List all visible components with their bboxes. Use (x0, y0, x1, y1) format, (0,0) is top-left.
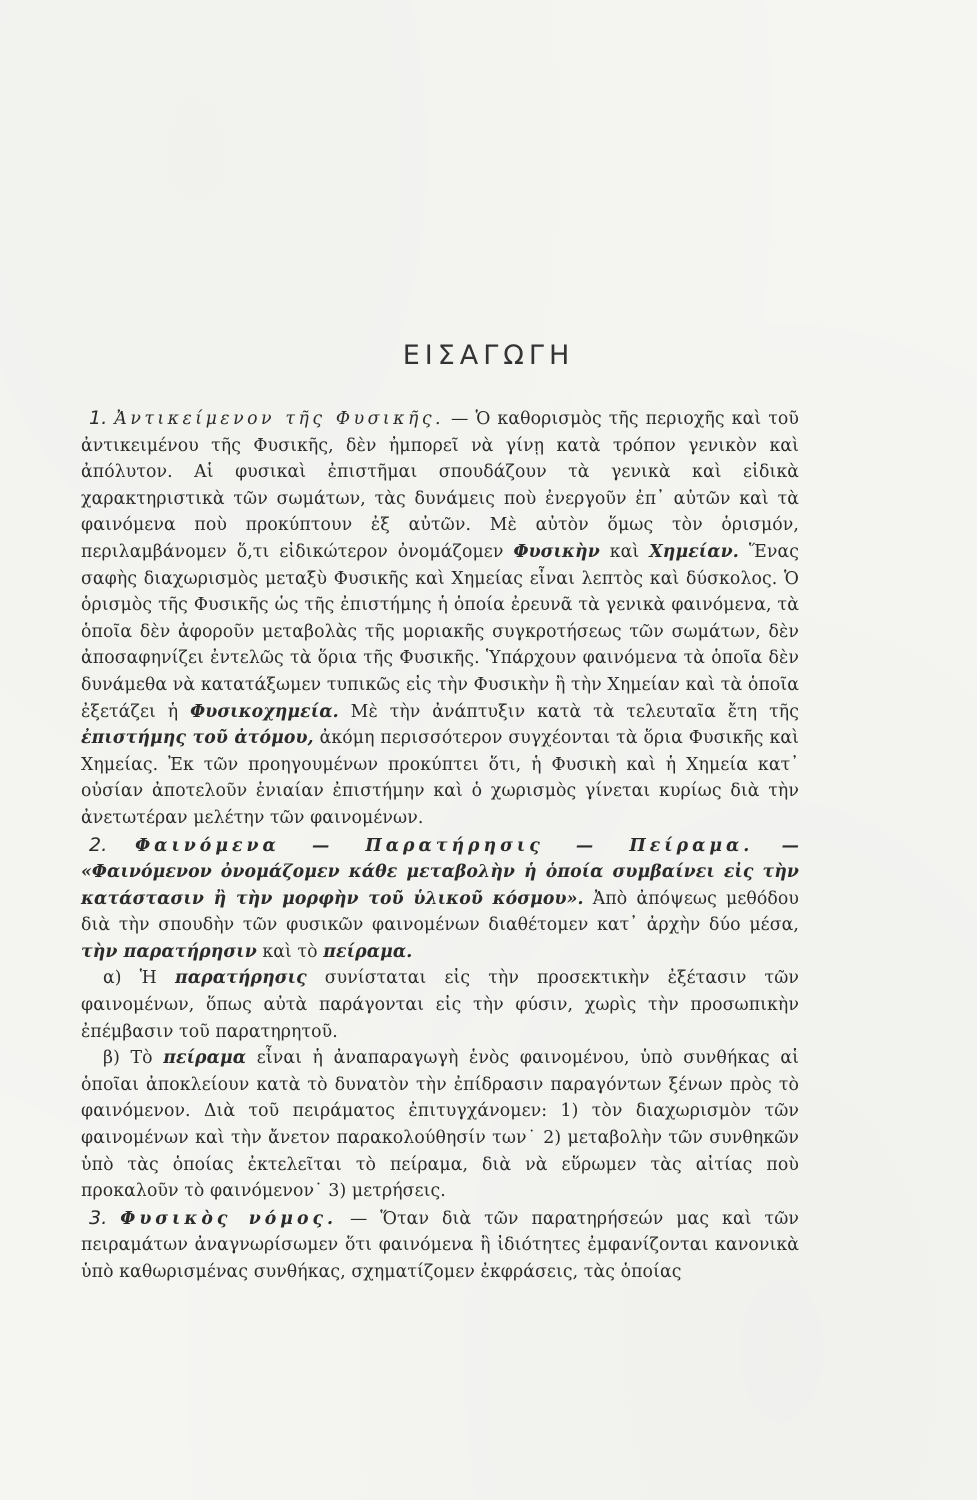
paragraph-section-2 (81, 832, 799, 966)
paragraph-text: καὶ τὸ (256, 941, 324, 962)
paragraph-text: καὶ (599, 541, 650, 562)
paragraph-section-1 (81, 405, 799, 832)
item-label: α) Ἡ (103, 968, 175, 989)
paragraph-text: Μὲ τὴν ἀνάπτυξιν κατὰ τὰ τελευταῖα ἔτη τῆς (338, 701, 800, 722)
item-label: β) Τὸ (103, 1048, 164, 1069)
section-number: 1. (89, 407, 108, 429)
term-emphasis: πείραμα. (323, 941, 413, 962)
page-title: ΕΙΣΑΓΩΓΗ (402, 340, 575, 371)
paragraph-text: Ἕνας σαφὴς διαχωρισμὸς μεταξὺ Φυσικῆς καὶ Χημείας εἶναι λεπτὸς καὶ δύσκολος. Ὁ ὁρισμὸς τῆς Φυσικῆς ὡς τῆς ἐπιστήμης ἡ ὁποία ἐρευνᾶ τὰ γενικὰ φαινόμενα, τὰ ὁποῖα δὲν ἀφοροῦν μεταβολὰς τῆς μοριακῆς συγκροτήσεως τῶν σωμάτων, δὲν ἀποσαφηνίζει ἐντελῶς τὰ ὅρια τῆς Φυσικῆς. Ὑπάρχουν φαινόμενα τὰ ὁποῖα δὲν δυνάμεθα νὰ κατατάξωμεν τυπικῶς εἰς τὴν Φυσικὴν ἢ τὴν Χημείαν καὶ τὰ ὁποῖα ἐξετάζει ἡ (81, 541, 799, 722)
section-number: 3. (89, 1206, 108, 1229)
term-emphasis: τὴν παρατήρησιν (81, 941, 257, 962)
term-emphasis: πείραμα (163, 1048, 247, 1069)
paragraph-text: εἶναι ἡ ἀναπαραγωγὴ ἑνὸς φαινομένου, ὑπὸ συνθήκας αἱ ὁποῖαι ἀποκλείουν κατὰ τὸ δυνατὸν τὴν ἐπίδρασιν παραγόντων ξένων πρὸς τὸ φαινόμενον. Διὰ τοῦ πειράματος ἐπιτυγχάνομεν: 1) τὸν διαχωρισμὸν τῶν φαινομένων καὶ τὴν ἄνετον παρακολούθησίν των˙ 2) μεταβολὴν τῶν συνθηκῶν ὑπὸ τὰς ὁποίας ἐκτελεῖται τὸ πείραμα, διὰ νὰ εὕρωμεν τὰς αἰτίας ποὺ προκαλοῦν τὸ φαινόμενον˙ 3) μετρήσεις. (81, 1048, 800, 1202)
section-heading: Φαινόμενα — Παρατήρησις — Πείραμα. (135, 835, 754, 856)
paragraph-text: συνίσταται εἰς τὴν προσεκτικὴν ἐξέτασιν τῶν φαινομένων, ὅπως αὐτὰ παράγονται εἰς τὴν φύσιν, χωρὶς τὴν προσωπικὴν ἐπέμβασιν τοῦ παρατηρητοῦ. (81, 968, 799, 1042)
term-emphasis: παρατήρησις (174, 968, 307, 989)
term-emphasis: ἐπιστήμης τοῦ ἀτόμου, (81, 728, 314, 749)
section-heading: Φυσικὸς νόμος. (120, 1208, 338, 1229)
term-emphasis: Χημείαν. (649, 541, 739, 562)
section-heading: Ἀντικείμενον τῆς Φυσικῆς. (114, 409, 445, 429)
paragraph-section-3 (81, 1205, 799, 1286)
heading-dash: — (753, 835, 799, 856)
section-number: 2. (89, 833, 108, 856)
paragraph-text: Ἀπὸ ἀπόψεως μεθόδου διὰ τὴν σπουδὴν τῶν φυσικῶν φαινομένων διαθέτομεν κατ᾿ ἀρχὴν δύο μέσα, (81, 888, 800, 936)
paragraph-text: — Ὅταν διὰ τῶν παρατηρήσεών μας καὶ τῶν πειραμάτων ἀναγνωρίσωμεν ὅτι φαινόμενα ἢ ἰδιότητες ἐμφανίζονται κανονικὰ ὑπὸ καθωρισμένας συνθήκας, σχηματίζομεν ἐκφράσεις, τὰς ὁποίας (81, 1208, 799, 1282)
term-emphasis: Φυσικοχημεία. (190, 701, 339, 722)
paragraph-observation (81, 965, 799, 1045)
term-emphasis: Φυσικὴν (513, 541, 600, 562)
paragraph-text: — Ὁ καθορισμὸς τῆς περιοχῆς καὶ τοῦ ἀντικειμένου τῆς Φυσικῆς, δὲν ἠμπορεῖ νὰ γίνῃ κατὰ τρόπον γενικὸν καὶ ἀπόλυτον. Αἱ φυσικαὶ ἐπιστῆμαι σπουδάζουν τὰ γενικὰ καὶ εἰδικὰ χαρακτηριστικὰ τῶν σωμάτων, τὰς δυνάμεις ποὺ ἐνεργοῦν ἐπ᾿ αὐτῶν καὶ τὰ φαινόμενα ποὺ προκύπτουν ἐξ αὐτῶν. Μὲ αὐτὸν ὅμως τὸν ὁρισμόν, περιλαμβάνομεν ὅ,τι εἰδικώτερον ὀνομάζομεν (81, 409, 799, 562)
paragraph-text: ἀκόμη περισσότερον συγχέονται τὰ ὅρια Φυσικῆς καὶ Χημείας. Ἐκ τῶν προηγουμένων προκύπτει ὅτι, ἡ Φυσικὴ καὶ ἡ Χημεία κατ᾿ οὐσίαν ἀποτελοῦν ἑνιαίαν ἐπιστήμην καὶ ὁ χωρισμὸς γίνεται κυρίως διὰ τὴν ἀνετωτέραν μελέτην τῶν φαινομένων. (81, 728, 799, 828)
paragraph-experiment (81, 1045, 799, 1205)
body-text (81, 405, 799, 1286)
definition-quote: «Φαινόμενον ὀνομάζομεν κάθε μεταβολὴν ἡ ὁποία συμβαίνει εἰς τὴν κατάστασιν ἢ τὴν μορφὴν τοῦ ὑλικοῦ κόσμου». (81, 862, 799, 909)
